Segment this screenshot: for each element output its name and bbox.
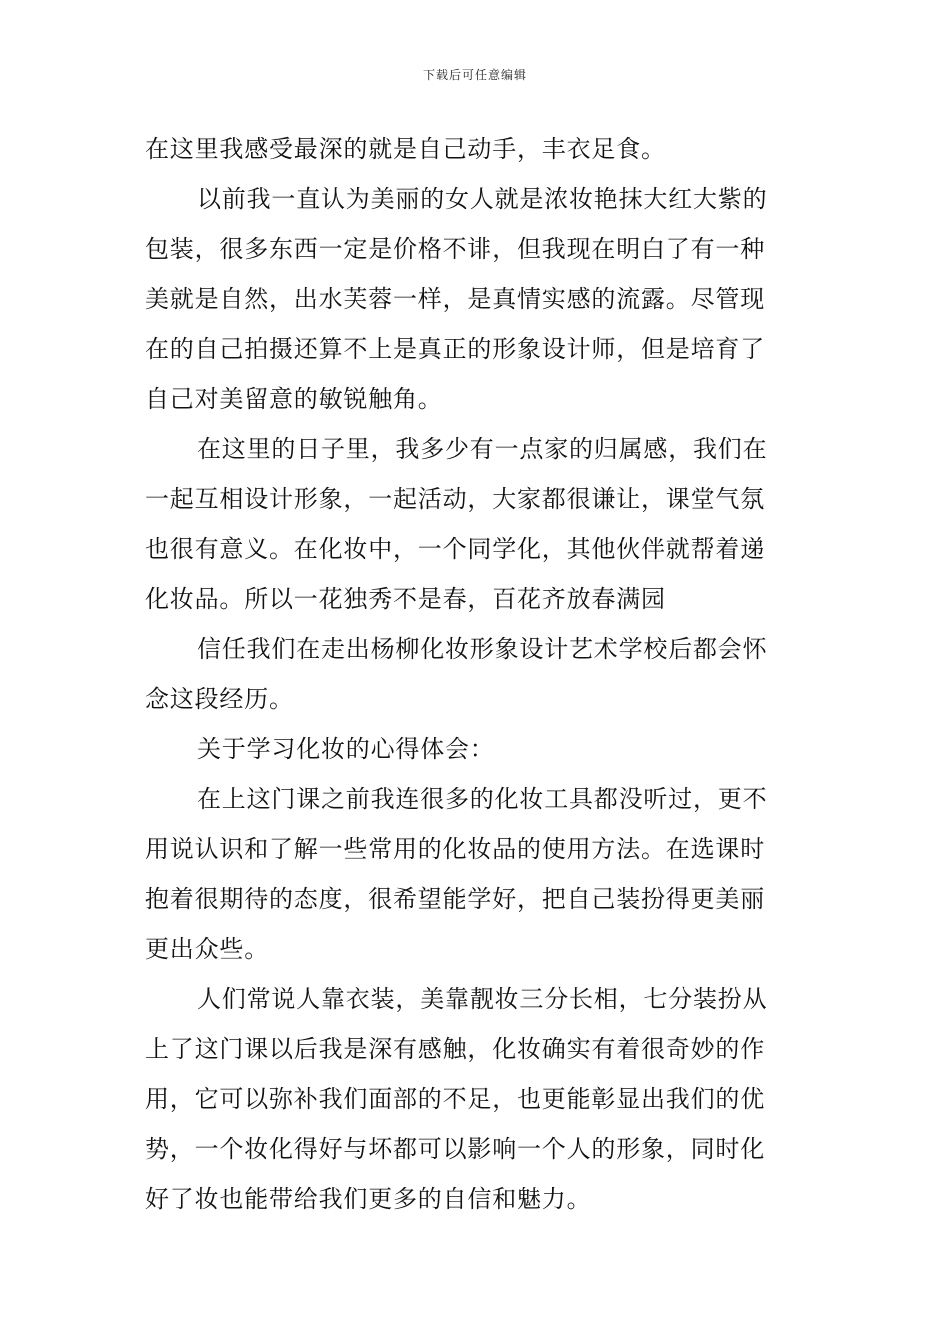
text-line: 化妆品。所以一花独秀不是春，百花齐放春满园 bbox=[145, 585, 666, 613]
text-line: 用说认识和了解一些常用的化妆品的使用方法。在选课时 bbox=[145, 835, 765, 863]
text-line: 在上这门课之前我连很多的化妆工具都没听过，更不 bbox=[197, 785, 768, 813]
text-line: 自己对美留意的敏锐触角。 bbox=[145, 385, 443, 413]
text-line: 美就是自然，出水芙蓉一样，是真情实感的流露。尽管现 bbox=[145, 285, 765, 313]
text-line: 一起互相设计形象，一起活动，大家都很谦让，课堂气氛 bbox=[145, 485, 765, 513]
text-line: 人们常说人靠衣装，美靠靓妆三分长相，七分装扮从 bbox=[197, 985, 768, 1013]
text-line: 念这段经历。 bbox=[145, 685, 294, 713]
text-line: 势，一个妆化得好与坏都可以影响一个人的形象，同时化 bbox=[145, 1135, 765, 1163]
text-line: 更出众些。 bbox=[145, 935, 269, 963]
text-line: 抱着很期待的态度，很希望能学好，把自己装扮得更美丽 bbox=[145, 885, 765, 913]
text-line: 以前我一直认为美丽的女人就是浓妆艳抹大红大紫的 bbox=[197, 185, 768, 213]
text-line: 在这里我感受最深的就是自己动手，丰衣足食。 bbox=[145, 135, 666, 163]
section-heading: 关于学习化妆的心得体会： bbox=[197, 735, 495, 763]
text-line: 在的自己拍摄还算不上是真正的形象设计师，但是培育了 bbox=[145, 335, 765, 363]
text-line: 包装，很多东西一定是价格不诽，但我现在明白了有一种 bbox=[145, 235, 765, 263]
text-line: 信任我们在走出杨柳化妆形象设计艺术学校后都会怀 bbox=[197, 635, 768, 663]
page-header: 下载后可任意编辑 bbox=[422, 68, 527, 82]
text-line: 在这里的日子里，我多少有一点家的归属感，我们在 bbox=[197, 435, 768, 463]
text-line: 用，它可以弥补我们面部的不足，也更能彰显出我们的优 bbox=[145, 1085, 765, 1113]
text-line: 好了妆也能带给我们更多的自信和魅力。 bbox=[145, 1185, 592, 1213]
document-body bbox=[145, 124, 813, 1224]
text-line: 上了这门课以后我是深有感触，化妆确实有着很奇妙的作 bbox=[145, 1035, 765, 1063]
text-line: 也很有意义。在化妆中，一个同学化，其他伙伴就帮着递 bbox=[145, 535, 765, 563]
